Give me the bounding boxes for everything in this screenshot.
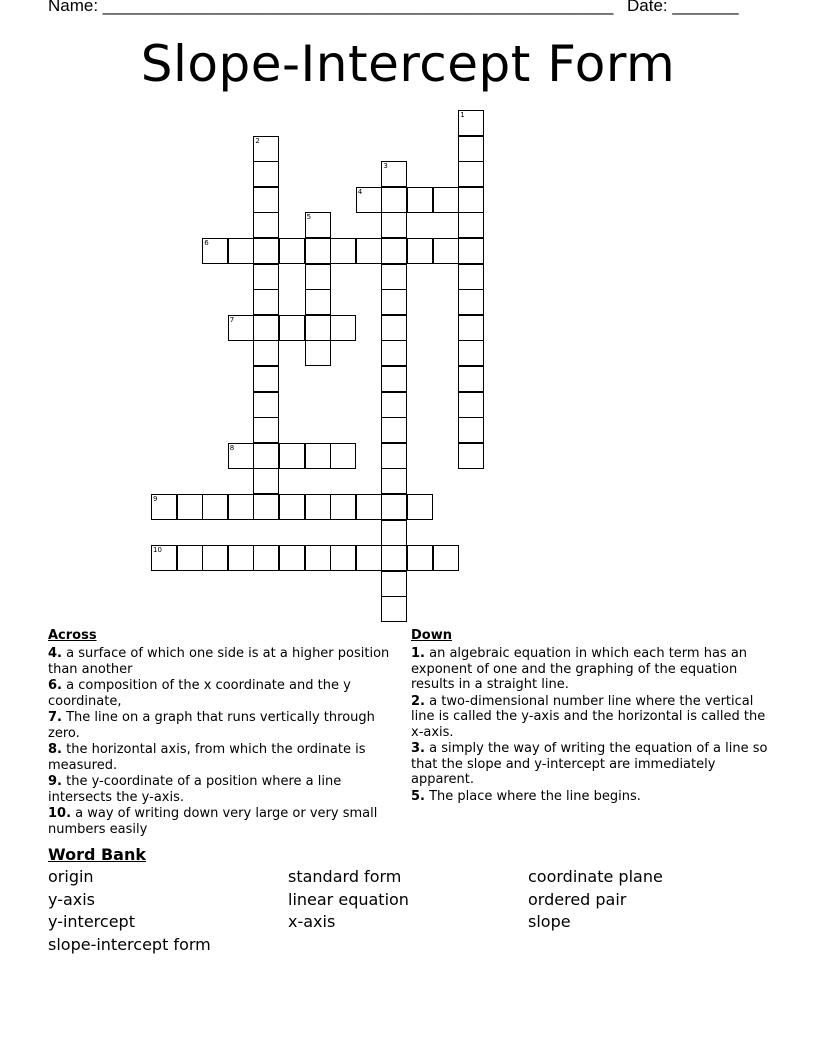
clue-across-7: 7. The line on a graph that runs vertically through zero. <box>48 710 375 741</box>
crossword-cell[interactable] <box>305 264 331 290</box>
crossword-cell[interactable] <box>177 494 203 520</box>
crossword-cell[interactable] <box>381 238 407 264</box>
crossword-cell[interactable] <box>305 289 331 315</box>
crossword-cell[interactable] <box>202 494 228 520</box>
crossword-cell[interactable] <box>253 468 279 494</box>
crossword-cell[interactable] <box>305 315 331 341</box>
clue-number: 7 <box>229 315 235 324</box>
crossword-cell[interactable] <box>330 494 356 520</box>
crossword-cell[interactable] <box>253 187 279 213</box>
crossword-cell[interactable] <box>407 238 433 264</box>
crossword-cell[interactable] <box>356 494 382 520</box>
clue-across-8: 8. the horizontal axis, from which the ordinate is measured. <box>48 742 366 773</box>
clue-number: 8 <box>229 443 235 452</box>
clue-number: 6 <box>204 239 209 247</box>
crossword-cell[interactable] <box>381 417 407 443</box>
crossword-cell[interactable] <box>381 392 407 418</box>
crossword-cell[interactable] <box>253 212 279 238</box>
crossword-cell[interactable] <box>381 264 407 290</box>
crossword-cell[interactable] <box>305 238 331 264</box>
clue-number: 1 <box>460 111 465 119</box>
crossword-cell[interactable] <box>458 264 484 290</box>
word-bank-item: slope <box>528 912 571 931</box>
crossword-cell[interactable] <box>458 315 484 341</box>
crossword-cell[interactable] <box>151 545 177 571</box>
crossword-cell[interactable] <box>279 238 305 264</box>
word-bank-item: linear equation <box>288 890 409 909</box>
word-bank-item: standard form <box>288 867 402 886</box>
crossword-cell[interactable] <box>305 212 331 238</box>
word-bank-item: y-intercept <box>48 912 135 931</box>
clue-across-9: 9. the y-coordinate of a position where a line intersects the y-axis. <box>48 774 342 805</box>
crossword-cell[interactable] <box>305 443 331 469</box>
crossword-cell[interactable] <box>381 468 407 494</box>
crossword-cell[interactable] <box>381 289 407 315</box>
down-heading: Down <box>411 628 452 643</box>
crossword-cell[interactable] <box>356 545 382 571</box>
crossword-cell[interactable] <box>279 545 305 571</box>
clue-number: 10 <box>153 546 162 555</box>
crossword-cell[interactable] <box>458 392 484 418</box>
crossword-cell[interactable] <box>330 545 356 571</box>
name-label: Name: ______________________________________________________ <box>48 0 614 15</box>
crossword-cell[interactable] <box>458 340 484 366</box>
crossword-cell[interactable] <box>279 443 305 469</box>
crossword-cell[interactable] <box>253 136 279 162</box>
clue-number: 9 <box>153 495 158 503</box>
down-clues <box>411 628 776 805</box>
crossword-cell[interactable] <box>381 443 407 469</box>
crossword-cell[interactable] <box>305 494 331 520</box>
crossword-cell[interactable] <box>433 545 459 571</box>
crossword-cell[interactable] <box>202 238 228 264</box>
clue-down-3: 3. a simply the way of writing the equation of a line so that the slope and y-intercept are immediately apparent. <box>411 741 768 787</box>
crossword-cell[interactable] <box>381 340 407 366</box>
clue-down-2: 2. a two-dimensional number line where the vertical line is called the y-axis and the horizontal is called the x-axis. <box>411 693 766 740</box>
crossword-cell[interactable] <box>305 545 331 571</box>
crossword-cell[interactable] <box>356 238 382 264</box>
word-bank-item: origin <box>48 867 94 886</box>
crossword-cell[interactable] <box>381 366 407 392</box>
across-heading: Across <box>48 628 97 643</box>
crossword-cell[interactable] <box>305 340 331 366</box>
crossword-cell[interactable] <box>433 238 459 264</box>
crossword-cell[interactable] <box>228 443 254 469</box>
clue-number: 4 <box>357 187 363 196</box>
crossword-cell[interactable] <box>381 187 407 213</box>
crossword-cell[interactable] <box>253 264 279 290</box>
crossword-cell[interactable] <box>330 315 356 341</box>
crossword-cell[interactable] <box>458 110 484 136</box>
word-bank-heading: Word Bank <box>48 845 147 864</box>
crossword-cell[interactable] <box>330 238 356 264</box>
crossword-cell[interactable] <box>253 392 279 418</box>
crossword-cell[interactable] <box>177 545 203 571</box>
clue-down-1: 1. an algebraic equation in which each term has an exponent of one and the graphing of the equation results in a straight line. <box>411 646 748 692</box>
crossword-cell[interactable] <box>458 187 484 213</box>
date-label: Date: _______ <box>627 0 739 15</box>
clue-across-6: 6. a composition of the x coordinate and the y coordinate, <box>48 678 351 709</box>
clue-across-4: 4. a surface of which one side is at a higher position than another <box>48 646 390 677</box>
crossword-cell[interactable] <box>381 571 407 597</box>
crossword-cell[interactable] <box>253 443 279 469</box>
crossword-cell[interactable] <box>407 494 433 520</box>
clue-number: 5 <box>306 213 312 222</box>
crossword-cell[interactable] <box>228 494 254 520</box>
crossword-cell[interactable] <box>228 238 254 264</box>
crossword-cell[interactable] <box>253 417 279 443</box>
crossword-cell[interactable] <box>381 545 407 571</box>
crossword-cell[interactable] <box>433 187 459 213</box>
crossword-cell[interactable] <box>253 366 279 392</box>
word-bank-item: ordered pair <box>528 890 627 909</box>
crossword-cell[interactable] <box>381 212 407 238</box>
word-bank-item: y-axis <box>48 890 96 909</box>
crossword-cell[interactable] <box>458 417 484 443</box>
crossword-cell[interactable] <box>202 545 228 571</box>
crossword-cell[interactable] <box>381 596 407 622</box>
crossword-cell[interactable] <box>253 238 279 264</box>
crossword-cell[interactable] <box>458 443 484 469</box>
crossword-cell[interactable] <box>279 315 305 341</box>
word-bank-item: coordinate plane <box>528 867 663 886</box>
crossword-cell[interactable] <box>381 494 407 520</box>
crossword-cell[interactable] <box>253 494 279 520</box>
crossword-cell[interactable] <box>407 545 433 571</box>
crossword-cell[interactable] <box>253 545 279 571</box>
crossword-cell[interactable] <box>407 187 433 213</box>
clue-number: 3 <box>383 162 388 171</box>
crossword-cell[interactable] <box>151 494 177 520</box>
crossword-cell[interactable] <box>381 161 407 187</box>
crossword-cell[interactable] <box>228 545 254 571</box>
across-clues <box>48 628 393 838</box>
crossword-cell[interactable] <box>458 212 484 238</box>
crossword-cell[interactable] <box>253 315 279 341</box>
crossword-cell[interactable] <box>356 187 382 213</box>
crossword-cell[interactable] <box>381 520 407 546</box>
clue-number: 2 <box>255 136 260 145</box>
crossword-cell[interactable] <box>279 494 305 520</box>
crossword-cell[interactable] <box>253 161 279 187</box>
word-bank-item: x-axis <box>288 912 336 931</box>
crossword-cell[interactable] <box>458 161 484 187</box>
clue-across-10: 10. a way of writing down very large or very small numbers easily <box>48 806 378 837</box>
page-title: Slope-Intercept Form <box>140 35 676 93</box>
crossword-cell[interactable] <box>253 289 279 315</box>
crossword-cell[interactable] <box>458 238 484 264</box>
crossword-cell[interactable] <box>330 443 356 469</box>
crossword-cell[interactable] <box>253 340 279 366</box>
crossword-cell[interactable] <box>381 315 407 341</box>
crossword-cell[interactable] <box>458 289 484 315</box>
crossword-cell[interactable] <box>228 315 254 341</box>
clue-down-5: 5. The place where the line begins. <box>411 788 641 804</box>
crossword-cell[interactable] <box>458 366 484 392</box>
crossword-cell[interactable] <box>458 136 484 162</box>
word-bank-item: slope-intercept form <box>48 935 211 954</box>
